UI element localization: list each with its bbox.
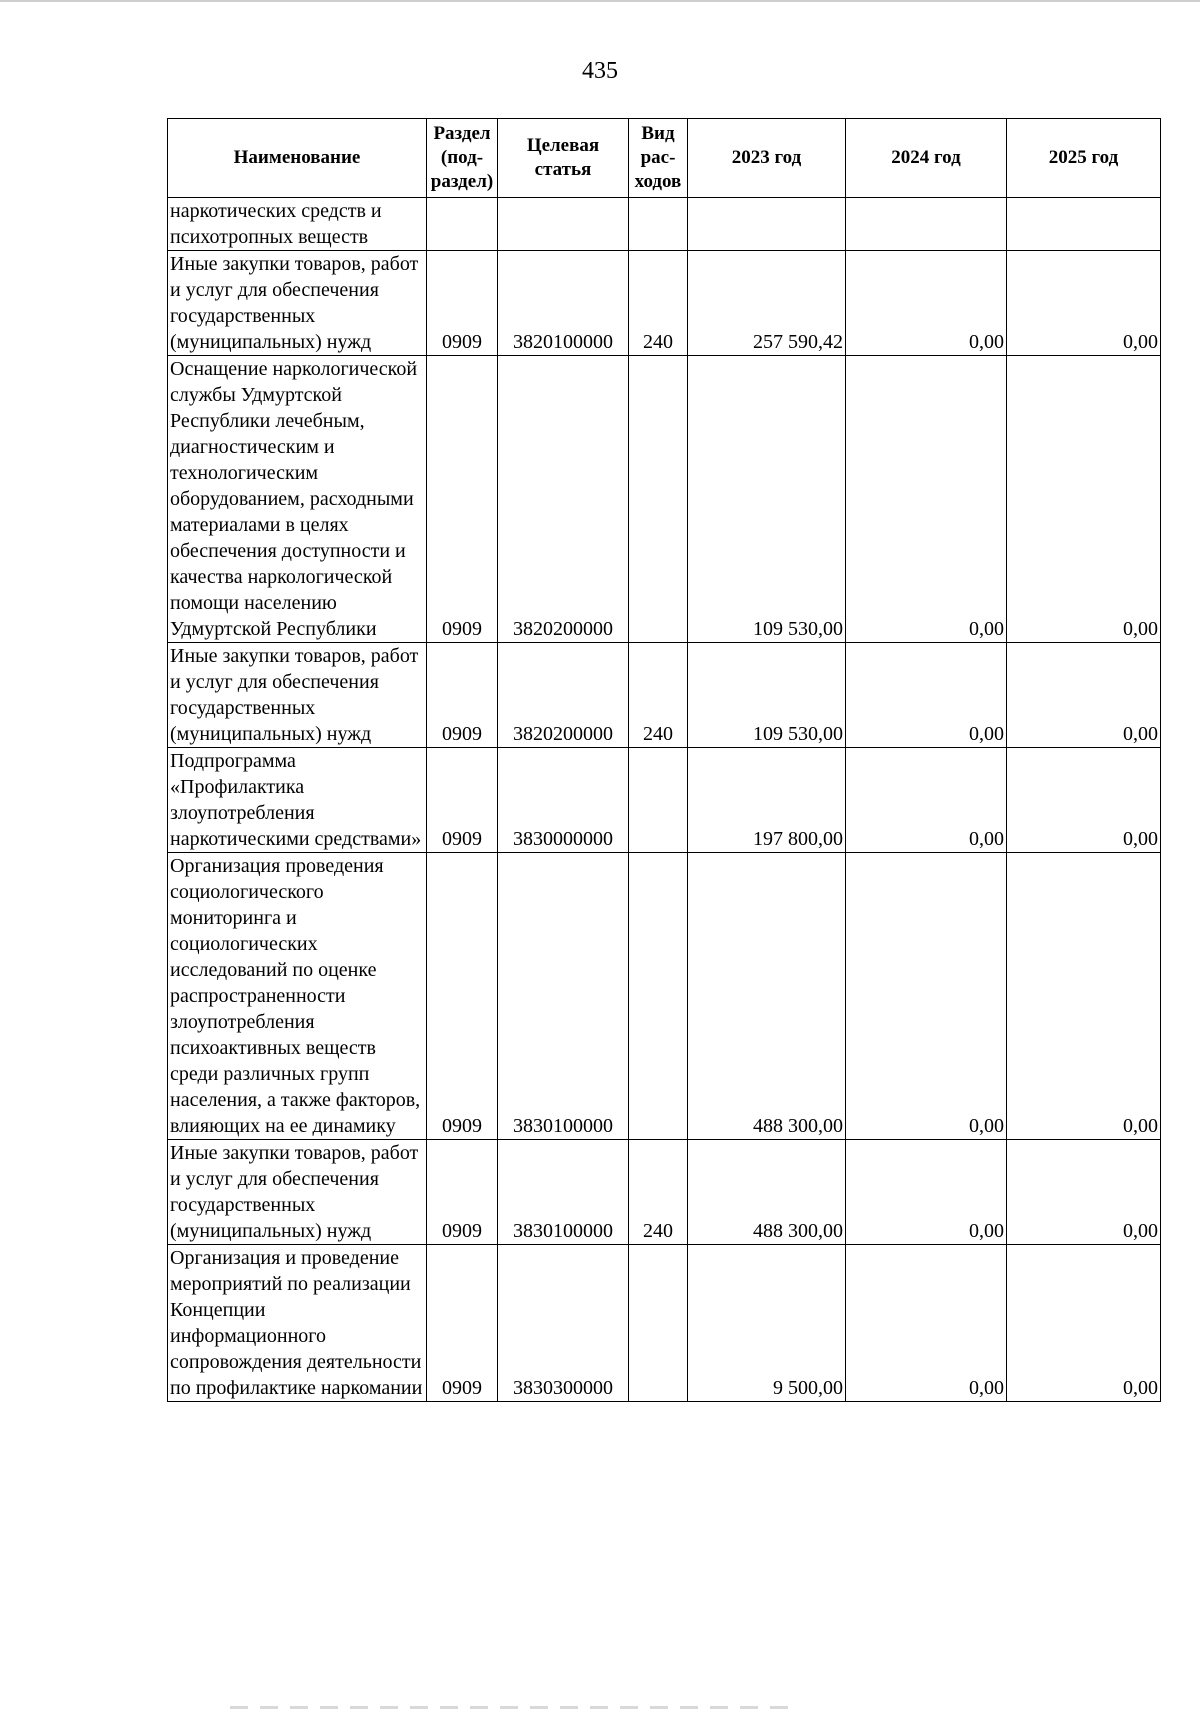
header-2025: 2025 год (1007, 119, 1161, 198)
row-2023: 197 800,00 (688, 748, 846, 853)
row-name: Иные закупки товаров, работ и услуг для обеспечения государственных (муниципальных) нужд (168, 643, 427, 748)
header-section-line-1: Раздел (433, 123, 491, 144)
row-type: 240 (629, 643, 688, 748)
row-type (629, 198, 688, 251)
row-2025: 0,00 (1007, 643, 1161, 748)
row-target: 3830100000 (498, 853, 629, 1140)
row-2023: 109 530,00 (688, 643, 846, 748)
header-target (498, 119, 629, 198)
row-type (629, 356, 688, 643)
row-2025: 0,00 (1007, 1245, 1161, 1402)
table-row (168, 1245, 1161, 1402)
row-2025: 0,00 (1007, 853, 1161, 1140)
row-2025 (1007, 198, 1161, 251)
header-name: Наименование (168, 119, 427, 198)
table-row (168, 251, 1161, 356)
top-edge-rule (0, 0, 1200, 2)
row-target: 3830100000 (498, 1140, 629, 1245)
row-2024: 0,00 (846, 643, 1007, 748)
row-section: 0909 (427, 251, 498, 356)
header-type-line-2: рас- (640, 147, 676, 168)
row-2024: 0,00 (846, 1140, 1007, 1245)
row-type: 240 (629, 1140, 688, 1245)
row-section: 0909 (427, 853, 498, 1140)
row-type (629, 1245, 688, 1402)
row-target: 3820100000 (498, 251, 629, 356)
header-type-line-3: ходов (634, 171, 682, 192)
header-2024: 2024 год (846, 119, 1007, 198)
row-2023: 257 590,42 (688, 251, 846, 356)
row-target: 3830000000 (498, 748, 629, 853)
header-section-line-2: (под- (440, 147, 484, 168)
row-section: 0909 (427, 748, 498, 853)
row-section: 0909 (427, 1245, 498, 1402)
table-row (168, 198, 1161, 251)
row-target: 3830300000 (498, 1245, 629, 1402)
row-2023: 9 500,00 (688, 1245, 846, 1402)
header-target-line-1: Целевая (526, 135, 600, 156)
scan-bottom-marks (230, 1706, 790, 1709)
row-section (427, 198, 498, 251)
header-target-line-2: статья (534, 159, 592, 180)
header-type (629, 119, 688, 198)
row-type: 240 (629, 251, 688, 356)
budget-table (167, 118, 1161, 1402)
header-type-line-1: Вид (641, 123, 675, 144)
page-number: 435 (582, 58, 618, 84)
table-row (168, 356, 1161, 643)
table-row (168, 643, 1161, 748)
row-2023: 488 300,00 (688, 1140, 846, 1245)
row-2025: 0,00 (1007, 356, 1161, 643)
row-target: 3820200000 (498, 643, 629, 748)
header-2023: 2023 год (688, 119, 846, 198)
row-2025: 0,00 (1007, 251, 1161, 356)
row-target (498, 198, 629, 251)
row-2025: 0,00 (1007, 1140, 1161, 1245)
row-2024 (846, 198, 1007, 251)
row-name: Оснащение наркологической службы Удмуртской Республики лечебным, диагностическим и технологическим оборудованием, расходными материалами в целях обеспечения доступности и качества наркологической помощи населению Удмуртской Республики (168, 356, 427, 643)
row-2024: 0,00 (846, 853, 1007, 1140)
row-2023: 488 300,00 (688, 853, 846, 1140)
row-target: 3820200000 (498, 356, 629, 643)
row-name: Подпрограмма «Профилактика злоупотребления наркотическими средствами» (168, 748, 427, 853)
header-section (427, 119, 498, 198)
table-row (168, 748, 1161, 853)
row-2024: 0,00 (846, 748, 1007, 853)
row-section: 0909 (427, 1140, 498, 1245)
row-2023 (688, 198, 846, 251)
header-row (168, 119, 1161, 198)
row-name: Иные закупки товаров, работ и услуг для обеспечения государственных (муниципальных) нужд (168, 251, 427, 356)
row-name: наркотических средств и психотропных веществ (168, 198, 427, 251)
row-section: 0909 (427, 356, 498, 643)
row-type (629, 853, 688, 1140)
table-row (168, 853, 1161, 1140)
row-name: Организация и проведение мероприятий по реализации Концепции информационного сопровождения деятельности по профилактике наркомании (168, 1245, 427, 1402)
row-section: 0909 (427, 643, 498, 748)
row-2025: 0,00 (1007, 748, 1161, 853)
row-2024: 0,00 (846, 251, 1007, 356)
header-section-line-3: раздел) (430, 171, 494, 192)
row-type (629, 748, 688, 853)
row-2023: 109 530,00 (688, 356, 846, 643)
row-2024: 0,00 (846, 1245, 1007, 1402)
row-name: Иные закупки товаров, работ и услуг для обеспечения государственных (муниципальных) нужд (168, 1140, 427, 1245)
table-row (168, 1140, 1161, 1245)
row-name: Организация проведения социологического мониторинга и социологических исследований по оценке распространенности злоупотребления психоактивных веществ среди различных групп населения, а также факторов, влияющих на ее динамику (168, 853, 427, 1140)
row-2024: 0,00 (846, 356, 1007, 643)
